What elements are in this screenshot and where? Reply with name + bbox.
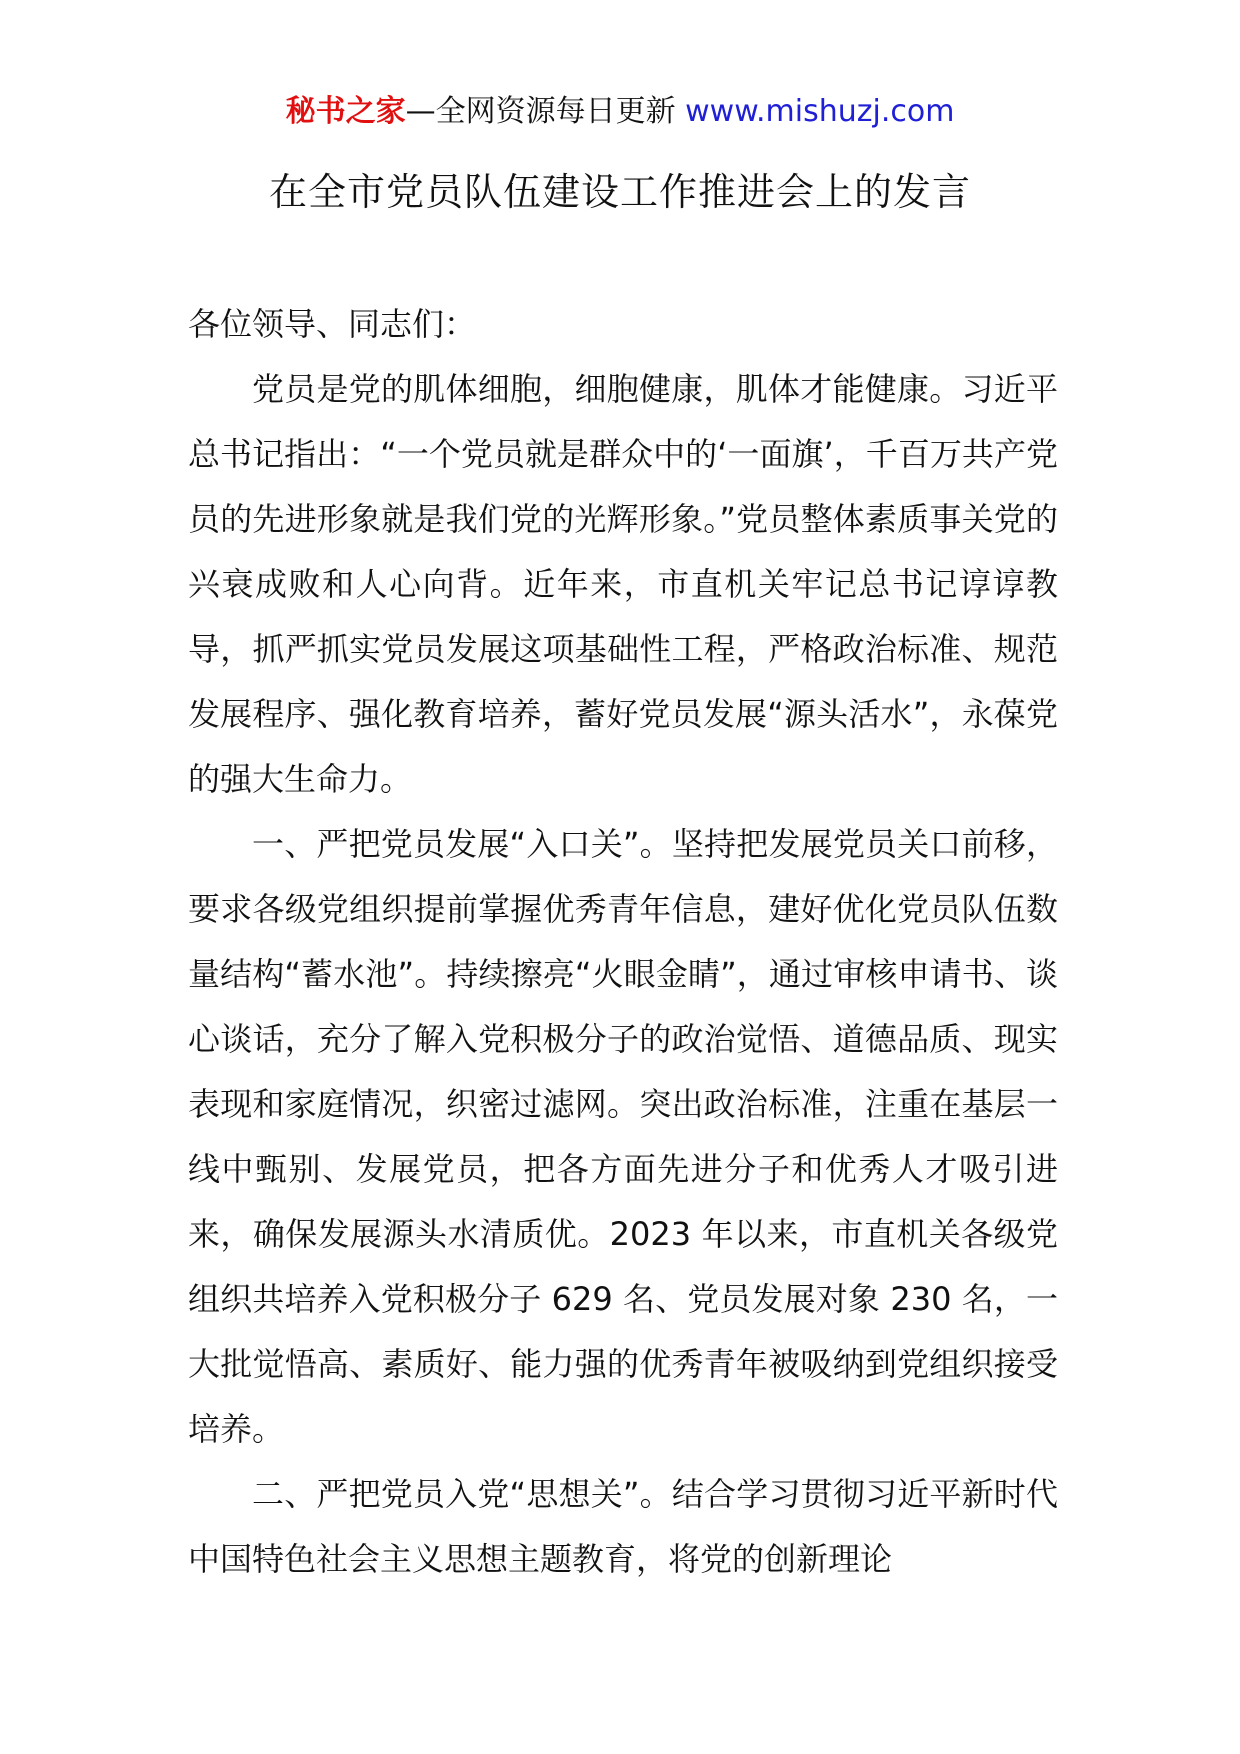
document-body (188, 292, 1058, 1592)
site-banner (0, 92, 1240, 132)
paragraph-section-one: 一、严把党员发展“入口关”。坚持把发展党员关口前移，要求各级党组织提前掌握优秀青年信息，建好优化党员队伍数量结构“蓄水池”。持续擦亮“火眼金睛”，通过审核申请书、谈心谈话，充分了解入党积极分子的政治觉悟、道德品质、现实表现和家庭情况，织密过滤网。突出政治标准，注重在基层一线中甄别、发展党员，把各方面先进分子和优秀人才吸引进来，确保发展源头水清质优。2023 年以来，市直机关各级党组织共培养入党积极分子 629 名、党员发展对象 230 名，一大批觉悟高、素质好、能力强的优秀青年被吸纳到党组织接受培养。 (188, 825, 1058, 1448)
salutation: 各位领导、同志们： (188, 305, 477, 343)
document-title: 在全市党员队伍建设工作推进会上的发言 (268, 170, 971, 214)
site-url-link[interactable]: www.mishuzj.com (685, 94, 955, 129)
paragraph-section-two: 二、严把党员入党“思想关”。结合学习贯彻习近平新时代中国特色社会主义思想主题教育，将党的创新理论 (188, 1475, 1058, 1578)
paragraph-intro: 党员是党的肌体细胞，细胞健康，肌体才能健康。习近平总书记指出：“一个党员就是群众中的‘一面旗’，千百万共产党员的先进形象就是我们党的光辉形象。”党员整体素质事关党的兴衰成败和人心向背。近年来，市直机关牢记总书记谆谆教导，抓严抓实党员发展这项基础性工程，严格政治标准、规范发展程序、强化教育培养，蓄好党员发展“源头活水”，永葆党的强大生命力。 (188, 370, 1058, 798)
site-slogan: —全网资源每日更新 (405, 94, 676, 129)
site-brand: 秘书之家 (285, 94, 406, 129)
